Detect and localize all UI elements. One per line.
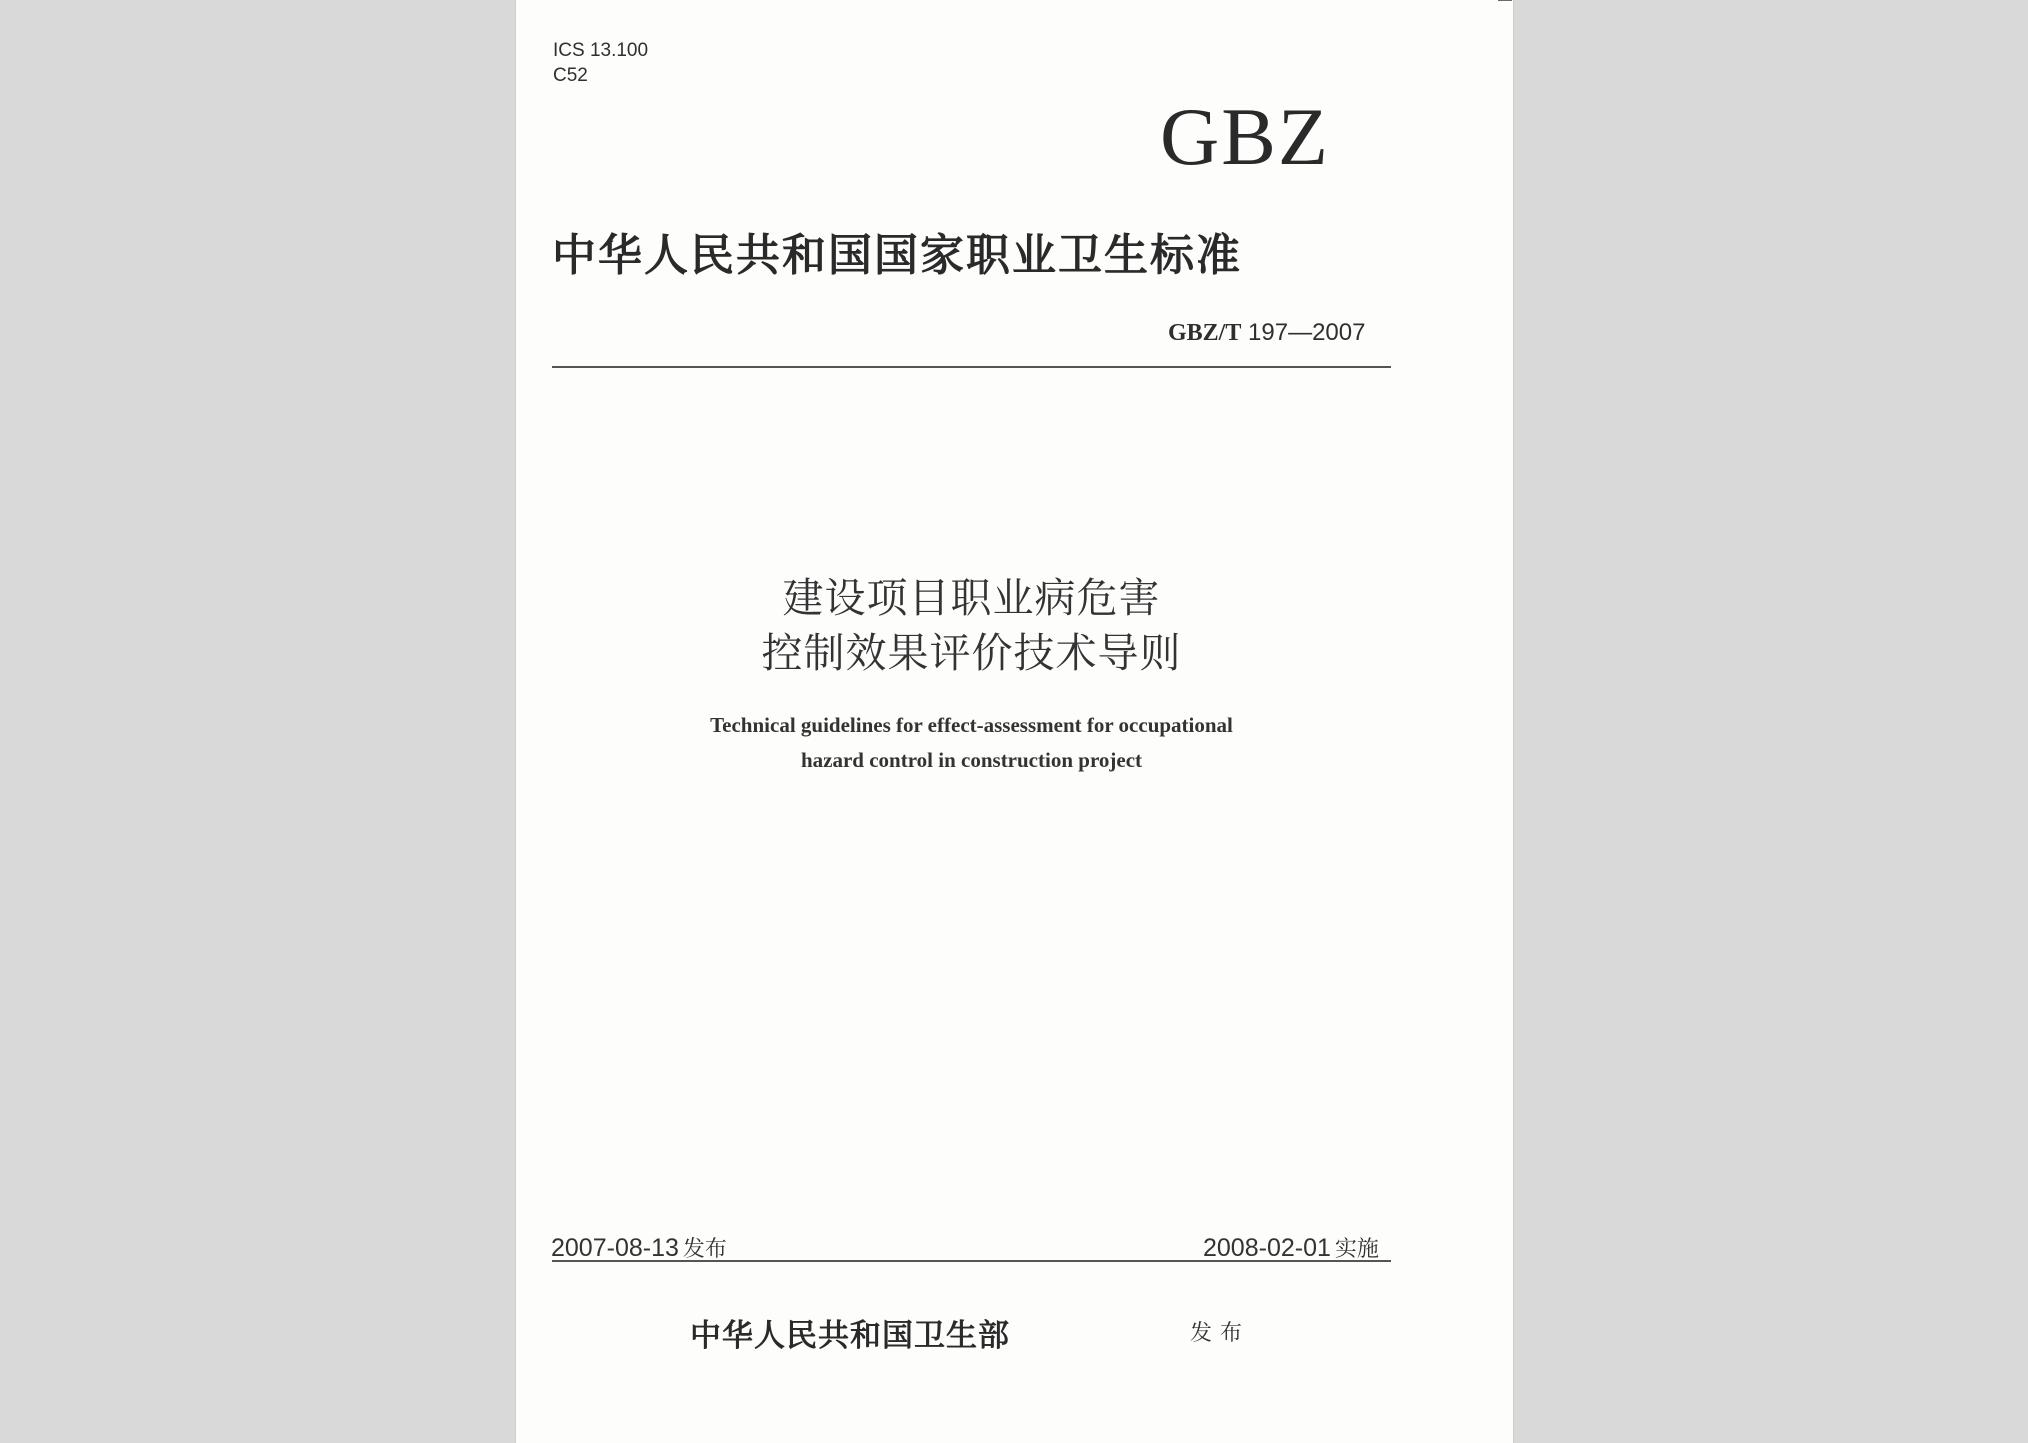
- gbz-logo: GBZ: [1160, 91, 1330, 182]
- scan-edge-mark: [1498, 0, 1512, 9]
- document-title-zh-line2: 控制效果评价技术导则: [761, 629, 1182, 677]
- standard-number: [1168, 318, 1365, 348]
- effective-date-value: 2008-02-01: [1203, 1234, 1331, 1262]
- document-title-en-line2: hazard control in construction project: [800, 748, 1143, 772]
- document-title-zh-line1: 建设项目职业病危害: [782, 574, 1161, 622]
- standard-title: 中华人民共和国国家职业卫生标准: [552, 230, 1242, 281]
- header-divider: [552, 366, 1391, 368]
- standard-number-value: 197—2007: [1248, 319, 1366, 346]
- standard-number-prefix: GBZ/T: [1168, 320, 1242, 346]
- classification-codes: [553, 38, 648, 88]
- document-title-en-line1: Technical guidelines for effect-assessment for occupational: [710, 713, 1233, 737]
- footer-divider: [552, 1260, 1391, 1262]
- ics-code: ICS 13.100: [553, 40, 649, 61]
- issue-date: [551, 1232, 727, 1263]
- issuing-authority-label: 发布: [1190, 1321, 1251, 1346]
- effective-date-label: 实施: [1334, 1237, 1379, 1262]
- effective-date: [1203, 1232, 1379, 1263]
- ccs-code: C52: [553, 65, 588, 86]
- issue-date-value: 2007-08-13: [551, 1234, 679, 1262]
- issuing-authority: 中华人民共和国卫生部: [690, 1318, 1010, 1354]
- issue-date-label: 发布: [682, 1237, 727, 1262]
